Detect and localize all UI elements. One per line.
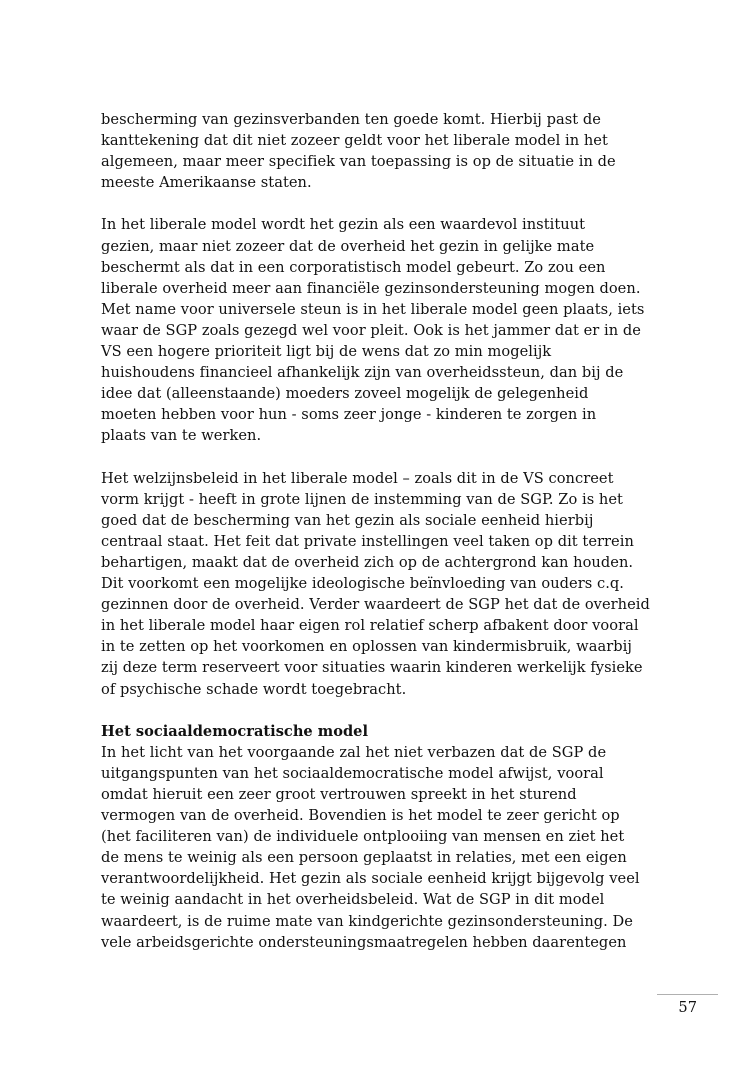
paragraph-3 [101, 468, 650, 700]
text-line: huishoudens financieel afhankelijk zijn van overheidssteun, dan bij de [101, 364, 624, 382]
text-line: In het licht van het voorgaande zal het niet verbazen dat de SGP de [101, 743, 607, 761]
text-line: beschermt als dat in een corporatistisch model gebeurt. Zo zou een [101, 258, 606, 276]
text-line: Dit voorkomt een mogelijke ideologische beïnvloeding van ouders c.q. [101, 575, 624, 593]
text-line: In het liberale model wordt het gezin als een waardevol instituut [101, 216, 586, 234]
text-line: Met name voor universele steun is in het liberale model geen plaats, iets [101, 300, 645, 318]
text-line: centraal staat. Het feit dat private instellingen veel taken op dit terrein [101, 532, 634, 550]
section-paragraph [101, 742, 646, 953]
text-line: vorm krijgt - heeft in grote lijnen de instemming van de SGP. Zo is het [101, 490, 623, 508]
text-line: verantwoordelijkheid. Het gezin als sociale eenheid krijgt bijgevolg veel [101, 870, 640, 888]
text-line: vermogen van de overheid. Bovendien is het model te zeer gericht op [101, 807, 620, 825]
text-line: algemeen, maar meer specifiek van toepassing is op de situatie in de [101, 153, 616, 171]
text-line: idee dat (alleenstaande) moeders zoveel mogelijk de gelegenheid [101, 385, 589, 403]
text-line: gezinnen door de overheid. Verder waardeert de SGP het dat de overheid [101, 596, 650, 614]
text-line: bescherming van gezinsverbanden ten goede komt. Hierbij past de [101, 111, 601, 128]
text-line: in te zetten op het voorkomen en oplossen van kindermisbruik, waarbij [101, 638, 632, 656]
text-line: in het liberale model haar eigen rol relatief scherp afbakent door vooral [101, 617, 639, 635]
text-line: vele arbeidsgerichte ondersteuningsmaatregelen hebben daarentegen [101, 933, 627, 951]
text-line: omdat hieruit een zeer groot vertrouwen spreekt in het sturend [101, 786, 577, 803]
text-line: of psychische schade wordt toegebracht. [101, 680, 407, 698]
paragraph-1 [101, 109, 646, 193]
text-line: (het faciliteren van) de individuele ontplooiing van mensen en ziet het [101, 828, 625, 846]
text-line: behartigen, maakt dat de overheid zich op de achtergrond kan houden. [101, 553, 634, 571]
text-line: de mens te weinig als een persoon geplaatst in relaties, met een eigen [101, 849, 627, 867]
text-line: kanttekening dat dit niet zozeer geldt voor het liberale model in het [101, 132, 608, 150]
text-line: waar de SGP zoals gezegd wel voor pleit. Ook is het jammer dat er in de [101, 321, 641, 339]
text-line: meeste Amerikaanse staten. [101, 174, 312, 192]
text-line: VS een hogere prioriteit ligt bij de wens dat zo min mogelijk [101, 343, 552, 361]
section-heading: Het sociaaldemocratische model [101, 722, 368, 740]
text-line: zij deze term reserveert voor situaties waarin kinderen werkelijk fysieke [101, 659, 643, 677]
text-line: plaats van te werken. [101, 427, 262, 445]
text-line: liberale overheid meer aan financiële gezinsondersteuning mogen doen. [101, 279, 641, 297]
text-line: goed dat de bescherming van het gezin als sociale eenheid hierbij [101, 511, 594, 529]
text-line: gezien, maar niet zozeer dat de overheid het gezin in gelijke mate [101, 237, 595, 255]
page-number: 57 [678, 999, 697, 1016]
footer-rule [657, 994, 718, 995]
text-line: te weinig aandacht in het overheidsbeleid. Wat de SGP in dit model [101, 891, 605, 909]
paragraph-spacer [101, 193, 646, 214]
paragraph-2 [101, 214, 646, 446]
page-body [101, 109, 650, 953]
text-line: waardeert, is de ruime mate van kindgerichte gezinsondersteuning. De [101, 912, 633, 930]
text-line: Het welzijnsbeleid in het liberale model – zoals dit in de VS concreet [101, 469, 614, 487]
text-line: moeten hebben voor hun - soms zeer jonge - kinderen te zorgen in [101, 406, 597, 424]
paragraph-spacer [101, 700, 646, 721]
paragraph-spacer [101, 447, 646, 468]
text-line: uitgangspunten van het sociaaldemocratische model afwijst, vooral [101, 764, 604, 782]
